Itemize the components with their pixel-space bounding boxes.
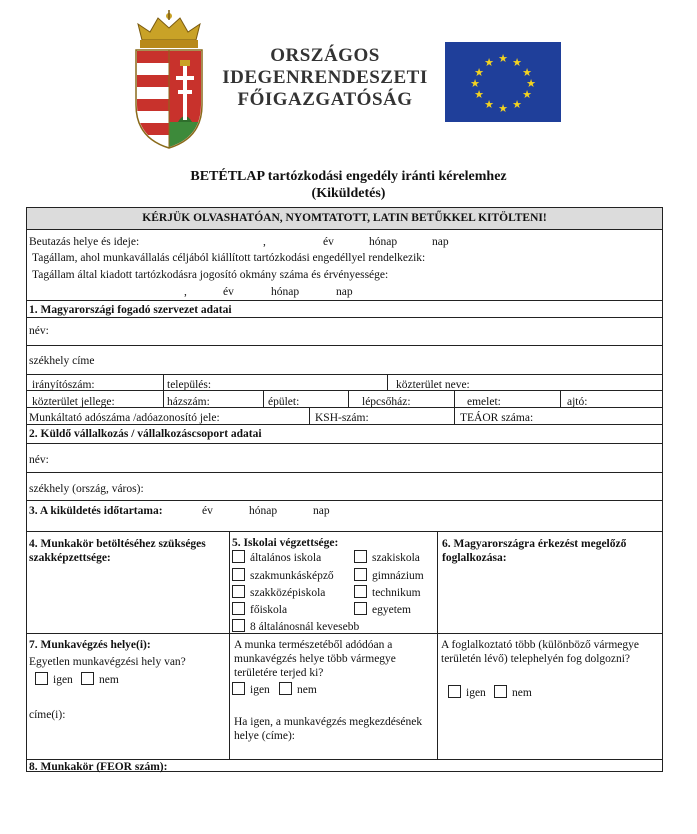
education-option[interactable]: gimnázium — [354, 568, 424, 583]
instruction-banner: KÉRJÜK OLVASHATÓAN, NYOMTATOTT, LATIN BETŰKKEL KITÖLTENI! — [27, 208, 662, 230]
org-name-line1: ORSZÁGOS — [270, 45, 380, 66]
svg-text:★: ★ — [484, 98, 494, 111]
svg-text:★: ★ — [474, 88, 484, 101]
checkbox[interactable] — [35, 672, 48, 685]
multi-county-question: A munka természetéből adódóan a munkavégzés helye több vármegye területére terjed ki? — [234, 639, 396, 679]
checkbox[interactable] — [279, 682, 292, 695]
checkbox[interactable] — [81, 672, 94, 685]
building-label: épület: — [268, 396, 300, 408]
street-type-label: közterület jellege: — [32, 396, 115, 408]
svg-text:★: ★ — [498, 102, 508, 115]
section8-title: 8. Munkakör (FEOR szám): — [29, 761, 168, 773]
svg-text:★: ★ — [522, 88, 532, 101]
section3-title: 3. A kiküldetés időtartama: — [29, 505, 163, 517]
entry-month-label: hónap — [369, 236, 398, 248]
education-option[interactable]: általános iskola — [232, 550, 321, 565]
svg-text:★: ★ — [522, 66, 532, 79]
entry-year-label: év — [323, 236, 334, 248]
single-location-question: Egyetlen munkavégzési hely van? — [29, 656, 186, 668]
teaor-number-label: TEÁOR száma: — [460, 412, 534, 424]
doc-day-label: nap — [336, 286, 353, 298]
education-option[interactable]: szakiskola — [354, 550, 420, 565]
hungarian-coat-of-arms — [128, 10, 210, 150]
staircase-label: lépcsőház: — [362, 396, 411, 408]
checkbox[interactable] — [232, 585, 245, 598]
checkbox[interactable] — [232, 568, 245, 581]
host-seat-label: székhely címe — [29, 355, 95, 367]
doc-month-label: hónap — [271, 286, 300, 298]
house-number-label: házszám: — [167, 396, 210, 408]
single-location-no[interactable]: nem — [81, 672, 119, 687]
city-label: település: — [167, 379, 212, 391]
svg-text:★: ★ — [498, 52, 508, 65]
multiple-sites-no[interactable]: nem — [494, 685, 532, 700]
checkbox[interactable] — [232, 550, 245, 563]
multi-county-no[interactable]: nem — [279, 682, 317, 697]
floor-label: emelet: — [467, 396, 501, 408]
svg-text:★: ★ — [474, 66, 484, 79]
svg-text:★: ★ — [512, 98, 522, 111]
checkbox[interactable] — [354, 550, 367, 563]
entry-label: Beutazás helye és ideje: — [29, 236, 140, 248]
tax-number-label: Munkáltató adószáma /adóazonosító jele: — [29, 412, 220, 424]
door-label: ajtó: — [567, 396, 588, 408]
sender-seat-label: székhely (ország, város): — [29, 483, 144, 495]
multi-county-yes[interactable]: igen — [232, 682, 270, 697]
doc-comma: , — [184, 286, 187, 298]
work-address-label: címe(i): — [29, 709, 66, 721]
org-name-line2: IDEGENRENDESZETI — [222, 67, 428, 88]
checkbox[interactable] — [232, 602, 245, 615]
host-name-label: név: — [29, 325, 49, 337]
checkbox[interactable] — [494, 685, 507, 698]
education-option[interactable]: szakközépiskola — [232, 585, 325, 600]
start-location-label: Ha igen, a munkavégzés megkezdésének helye (címe): — [234, 716, 423, 742]
eu-flag — [445, 42, 561, 122]
education-option[interactable]: technikum — [354, 585, 421, 600]
checkbox[interactable] — [448, 685, 461, 698]
svg-text:★: ★ — [526, 77, 536, 90]
single-location-yes[interactable]: igen — [35, 672, 73, 687]
doc-year-label: év — [223, 286, 234, 298]
form-subtitle: (Kiküldetés) — [311, 186, 386, 201]
org-name-line3: FŐIGAZGATÓSÁG — [237, 89, 413, 110]
section7-title: 7. Munkavégzés helye(i): — [29, 639, 151, 651]
document-number-label: Tagállam által kiadott tartózkodásra jogosító okmány száma és érvényessége: — [32, 269, 389, 281]
section2-title: 2. Küldő vállalkozás / vállalkozáscsoport adatai — [29, 428, 262, 440]
svg-text:★: ★ — [470, 77, 480, 90]
form-title: BETÉTLAP tartózkodási engedély iránti kérelemhez — [190, 169, 507, 184]
section6-title: 6. Magyarországra érkezést megelőző foglalkozása: — [442, 538, 627, 564]
section1-title: 1. Magyarországi fogadó szervezet adatai — [29, 304, 232, 316]
education-option[interactable]: egyetem — [354, 602, 411, 617]
section4-title: 4. Munkakör betöltéséhez szükséges szakképzettsége: — [29, 538, 206, 564]
application-form — [26, 207, 663, 772]
entry-day-label: nap — [432, 236, 449, 248]
multiple-sites-question: A foglalkoztató több (különböző vármegye területén lévő) telephelyén fog dolgozni? — [441, 639, 640, 665]
postcode-label: irányítószám: — [32, 379, 95, 391]
education-option[interactable]: szakmunkásképző — [232, 568, 334, 583]
section5-title: 5. Iskolai végzettsége: — [232, 537, 339, 549]
multiple-sites-yes[interactable]: igen — [448, 685, 486, 700]
checkbox[interactable] — [354, 585, 367, 598]
duration-day-label: nap — [313, 505, 330, 517]
duration-year-label: év — [202, 505, 213, 517]
duration-month-label: hónap — [249, 505, 278, 517]
svg-text:★: ★ — [484, 56, 494, 69]
street-name-label: közterület neve: — [396, 379, 470, 391]
permit-state-label: Tagállam, ahol munkavállalás céljából kiállított tartózkodási engedéllyel rendelkezik: — [32, 252, 426, 264]
checkbox[interactable] — [354, 568, 367, 581]
svg-text:★: ★ — [512, 56, 522, 69]
checkbox[interactable] — [232, 619, 245, 632]
checkbox[interactable] — [354, 602, 367, 615]
ksh-number-label: KSH-szám: — [315, 412, 369, 424]
checkbox[interactable] — [232, 682, 245, 695]
entry-comma: , — [263, 236, 266, 248]
sender-name-label: név: — [29, 454, 49, 466]
education-option[interactable]: főiskola — [232, 602, 287, 617]
education-option[interactable]: 8 általánosnál kevesebb — [232, 619, 359, 634]
